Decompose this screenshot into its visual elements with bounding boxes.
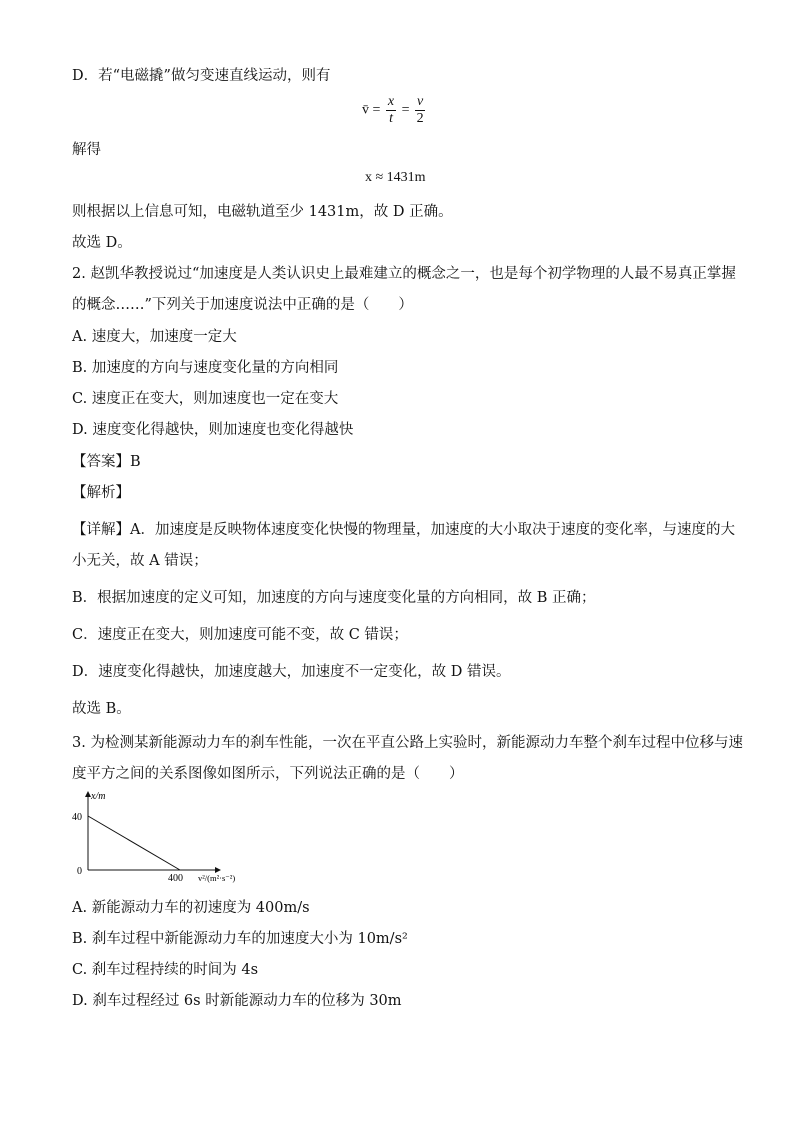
formula-frac-1 [386,94,396,127]
origin-label: 0 [77,866,82,877]
frac-2-num: v [417,94,424,109]
q1-option-d-intro: D．若“电磁撬”做匀变速直线运动，则有 [72,68,331,84]
x-axis-label: v²/(m²·s⁻²) [198,873,236,883]
q2-detail-b: B．根据加速度的定义可知，加速度的方向与速度变化量的方向相同，故 B 正确； [72,590,596,606]
q3-stem-line-2: 度平方之间的关系图像如图所示，下列说法正确的是（ ） [72,766,464,782]
data-line [88,816,180,870]
q2-choice: 故选 B。 [72,701,131,717]
q2-option-c: C. 速度正在变大，则加速度也一定在变大 [72,391,339,407]
formula-eq-2: = [401,102,410,118]
formula-frac-2 [415,94,425,127]
y-tick-40: 40 [72,812,82,823]
q2-detail-d: D．速度变化得越快，加速度越大，加速度不一定变化，故 D 错误。 [72,664,511,680]
q2-option-a: A. 速度大，加速度一定大 [72,329,237,345]
q1-formula [362,94,427,127]
q2-detail-line-1: 【详解】A．加速度是反映物体速度变化快慢的物理量，加速度的大小取决于速度的变化率，与速度的大 [72,522,735,538]
q3-option-d: D. 刹车过程经过 6s 时新能源动力车的位移为 30m [72,993,402,1009]
x-tick-400: 400 [168,873,183,884]
q2-stem-line-2: 的概念……”下列关于加速度说法中正确的是（ ） [72,297,413,313]
q2-option-b: B. 加速度的方向与速度变化量的方向相同 [72,360,339,376]
y-axis-label: x/m [91,791,106,802]
q3-option-c: C. 刹车过程持续的时间为 4s [72,962,259,978]
q3-stem-line-1: 3. 为检测某新能源动力车的刹车性能，一次在平直公路上实验时，新能源动力车整个刹车过程中位移与速 [72,735,743,751]
q3-displacement-graph [70,786,260,886]
q1-conclusion: 则根据以上信息可知，电磁轨道至少 1431m，故 D 正确。 [72,204,453,220]
frac-1-den: t [389,111,393,126]
q1-choice: 故选 D。 [72,235,132,251]
q3-option-a: A. 新能源动力车的初速度为 400m/s [72,900,310,916]
q2-analysis-label: 【解析】 [72,485,130,501]
q2-detail-c: C．速度正在变大，则加速度可能不变，故 C 错误； [72,627,408,643]
q2-answer: 【答案】B [72,454,141,470]
formula-eq-1: = [372,102,381,118]
q3-option-b: B. 刹车过程中新能源动力车的加速度大小为 10m/s² [72,931,408,947]
q1-solve-label: 解得 [72,142,101,158]
q1-result: x ≈ 1431m [365,170,426,185]
q2-option-d: D. 速度变化得越快，则加速度也变化得越快 [72,422,354,438]
frac-1-num: x [387,94,395,109]
q2-stem-line-1: 2. 赵凯华教授说过“加速度是人类认识史上最难建立的概念之一，也是每个初学物理的人最不易真正掌握 [72,266,736,282]
frac-2-den: 2 [416,111,424,126]
q2-detail-line-2: 小无关，故 A 错误； [72,553,208,569]
formula-lhs: v̄ [362,102,369,118]
